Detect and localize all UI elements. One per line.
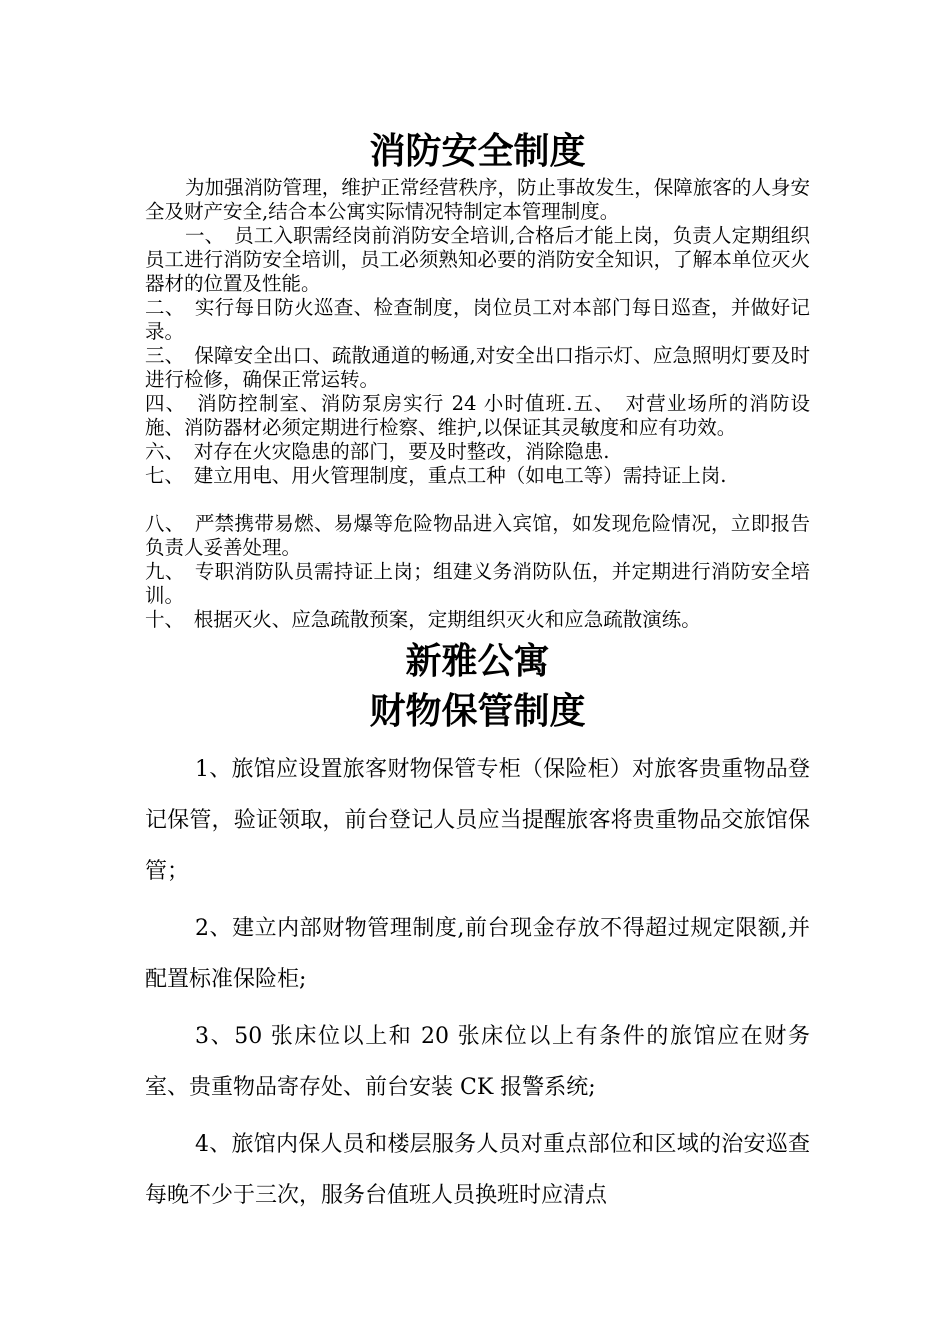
- fire-safety-title: 消防安全制度: [369, 130, 586, 172]
- fire-safety-item-7: 七、 建立用电、用火管理制度，重点工种（如电工等）需持证上岗.: [145, 464, 727, 487]
- property-paragraph-3: 3、50 张床位以上和 20 张床位以上有条件的旅馆应在财务室、贵重物品寄存处、前台安装 CK 报警系统;: [145, 1024, 810, 1100]
- property-custody-title: 财物保管制度: [369, 690, 586, 732]
- fire-safety-intro: 为加强消防管理，维护正常经营秩序，防止事故发生，保障旅客的人身安全及财产安全,结合本公寓实际情况特制定本管理制度。: [145, 176, 810, 223]
- fire-safety-item-6: 六、 对存在火灾隐患的部门，要及时整改，消除隐患.: [145, 440, 610, 463]
- fire-safety-item-9: 九、 专职消防队员需持证上岗；组建义务消防队伍，并定期进行消防安全培训。: [145, 560, 810, 607]
- fire-safety-section: [145, 176, 810, 632]
- property-custody-section: [145, 744, 810, 1221]
- blank-line: [145, 488, 810, 512]
- fire-safety-item-8: 八、 严禁携带易燃、易爆等危险物品进入宾馆，如发现危险情况，立即报告负责人妥善处理。: [145, 512, 810, 559]
- company-name: 新雅公寓: [405, 640, 550, 682]
- fire-safety-item-2: 二、 实行每日防火巡查、检查制度，岗位员工对本部门每日巡查，并做好记录。: [145, 296, 810, 343]
- fire-safety-item-10: 十、 根据灭火、应急疏散预案，定期组织灭火和应急疏散演练。: [145, 608, 701, 631]
- document-page: [145, 128, 810, 1221]
- fire-safety-item-4-5: 四、 消防控制室、消防泵房实行 24 小时值班.五、 对营业场所的消防设施、消防器材必须定期进行检察、维护,以保证其灵敏度和应有功效。: [145, 392, 810, 439]
- property-paragraph-4: 4、旅馆内保人员和楼层服务人员对重点部位和区域的治安巡查每晚不少于三次，服务台值班人员换班时应清点: [145, 1132, 810, 1208]
- property-paragraph-2: 2、建立内部财物管理制度,前台现金存放不得超过规定限额,并配置标准保险柜;: [145, 916, 810, 992]
- fire-safety-item-1: 一、 员工入职需经岗前消防安全培训,合格后才能上岗，负责人定期组织员工进行消防安全培训，员工必须熟知必要的消防安全知识，了解本单位灭火器材的位置及性能。: [145, 224, 810, 295]
- property-paragraph-1: 1、旅馆应设置旅客财物保管专柜（保险柜）对旅客贵重物品登记保管，验证领取，前台登记人员应当提醒旅客将贵重物品交旅馆保管；: [145, 757, 810, 884]
- fire-safety-item-3: 三、 保障安全出口、疏散通道的畅通,对安全出口指示灯、应急照明灯要及时进行检修，确保正常运转。: [145, 344, 810, 391]
